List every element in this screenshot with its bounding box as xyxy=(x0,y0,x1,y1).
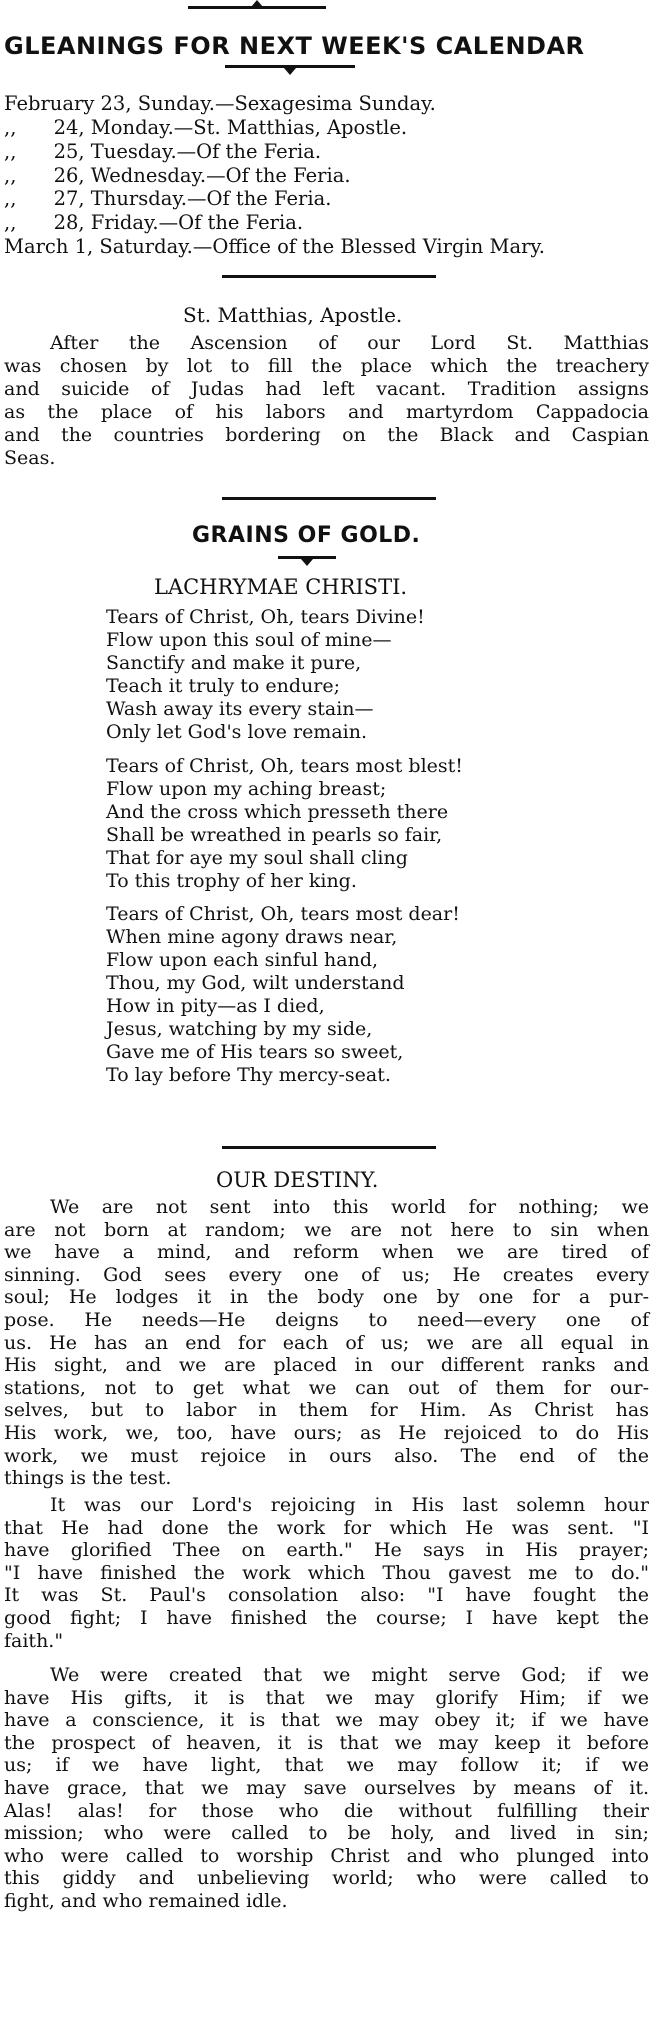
destiny-line: selves, but to labor in them for Him. As Christ has xyxy=(4,1399,649,1422)
poem-line: Flow upon my aching breast; xyxy=(106,778,387,800)
gleanings-rule-ornament xyxy=(284,68,296,75)
matthias-line: was chosen by lot to fill the place which the treachery xyxy=(4,355,649,377)
matthias-title: St. Matthias, Apostle. xyxy=(183,303,403,327)
matthias-line: and suicide of Judas had left vacant. Tradition assigns xyxy=(4,378,649,400)
destiny-line: We are not sent into this world for nothing; we xyxy=(50,1196,649,1218)
poem-line: When mine agony draws near, xyxy=(106,926,398,948)
gleanings-heading: GLEANINGS FOR NEXT WEEK'S CALENDAR xyxy=(4,32,585,60)
poem-line: How in pity—as I died, xyxy=(106,995,325,1017)
grains-heading: GRAINS OF GOLD. xyxy=(192,523,421,548)
calendar-entry: February 23, Sunday.—Sexagesima Sunday. xyxy=(4,92,436,115)
destiny-line: faith." xyxy=(4,1629,64,1652)
destiny-line: stations, not to get what we can out of them for our- xyxy=(4,1376,649,1399)
destiny-line: are not born at random; we are not here to sin when xyxy=(4,1218,649,1241)
destiny-line: His work, we, too, have ours; as He rejoiced to do His xyxy=(4,1422,649,1444)
destiny-line: we have a mind, and reform when we are tired of xyxy=(4,1241,649,1264)
divider-rule-3 xyxy=(222,1146,436,1149)
poem-line: To lay before Thy mercy-seat. xyxy=(106,1064,391,1086)
destiny-line: It was St. Paul's consolation also: "I have fought the xyxy=(4,1584,649,1607)
poem-line: Sanctify and make it pure, xyxy=(106,652,362,674)
destiny-line: fight, and who remained idle. xyxy=(4,1890,288,1912)
grains-rule-ornament xyxy=(301,559,313,566)
destiny-line: His sight, and we are placed in our different ranks and xyxy=(4,1354,649,1377)
destiny-line: work, we must rejoice in ours also. The end of the xyxy=(4,1444,649,1467)
destiny-line: have glorified Thee on earth." He says in His prayer; xyxy=(4,1539,649,1562)
destiny-line: the prospect of heaven, it is that we may keep it before xyxy=(4,1731,649,1754)
destiny-line: Alas! alas! for those who die without fulfilling their xyxy=(4,1799,649,1822)
destiny-line: sinning. God sees every one of us; He creates every xyxy=(4,1263,649,1286)
destiny-line: good fight; I have finished the course; I have kept the xyxy=(4,1607,649,1629)
destiny-line: that He had done the work for which He was sent. "I xyxy=(4,1516,649,1539)
poem-line: And the cross which presseth there xyxy=(106,801,449,823)
destiny-line: us. He has an end for each of us; we are all equal in xyxy=(4,1331,649,1354)
destiny-title: OUR DESTINY. xyxy=(216,1168,379,1192)
calendar-entry: March 1, Saturday.—Office of the Blessed Virgin Mary. xyxy=(4,235,546,258)
poem-line: Flow upon this soul of mine— xyxy=(106,629,392,651)
poem-line: That for aye my soul shall cling xyxy=(106,847,408,869)
matthias-line: Seas. xyxy=(4,447,56,469)
calendar-entry: ,, 28, Friday.—Of the Feria. xyxy=(4,211,304,234)
poem-line: Thou, my God, wilt understand xyxy=(106,972,405,994)
poem-line: Jesus, watching by my side, xyxy=(106,1018,373,1040)
destiny-line: things is the test. xyxy=(4,1467,172,1490)
poem-line: Shall be wreathed in pearls so fair, xyxy=(106,824,443,846)
top-rule-ornament xyxy=(251,0,263,7)
poem-line: Gave me of His tears so sweet, xyxy=(106,1041,404,1063)
destiny-line: have a conscience, it is that we may obey it; if we have xyxy=(4,1709,649,1732)
destiny-line: who were called to worship Christ and who plunged into xyxy=(4,1844,649,1867)
destiny-line: "I have finished the work which Thou gavest me to do." xyxy=(4,1561,649,1584)
poem-line: To this trophy of her king. xyxy=(106,870,357,892)
destiny-line: have His gifts, it is that we may glorify Him; if we xyxy=(4,1686,649,1709)
poem-line: Flow upon each sinful hand, xyxy=(106,949,379,971)
matthias-line: as the place of his labors and martyrdom Cappadocia xyxy=(4,401,649,423)
destiny-line: this giddy and unbelieving world; who were called to xyxy=(4,1867,649,1890)
destiny-line: pose. He needs—He deigns to need—every one of xyxy=(4,1309,649,1331)
calendar-entry: ,, 24, Monday.—St. Matthias, Apostle. xyxy=(4,116,408,139)
destiny-line: We were created that we might serve God; if we xyxy=(50,1664,649,1686)
destiny-line: It was our Lord's rejoicing in His last solemn hour xyxy=(50,1494,649,1516)
destiny-line: have grace, that we may save ourselves by means of it. xyxy=(4,1777,649,1799)
poem-line: Tears of Christ, Oh, tears most dear! xyxy=(106,903,460,925)
calendar-entry: ,, 27, Thursday.—Of the Feria. xyxy=(4,187,332,210)
divider-rule xyxy=(222,275,436,278)
poem-line: Tears of Christ, Oh, tears most blest! xyxy=(106,755,463,777)
divider-rule-2 xyxy=(222,497,436,500)
poem-line: Only let God's love remain. xyxy=(106,721,368,743)
calendar-entry: ,, 25, Tuesday.—Of the Feria. xyxy=(4,140,322,163)
matthias-line: After the Ascension of our Lord St. Matthias xyxy=(50,332,649,354)
calendar-entry: ,, 26, Wednesday.—Of the Feria. xyxy=(4,164,351,187)
poem-line: Tears of Christ, Oh, tears Divine! xyxy=(106,606,425,628)
poem-title: LACHRYMAE CHRISTI. xyxy=(154,575,408,599)
destiny-line: us; if we have light, that we may follow it; if we xyxy=(4,1754,649,1777)
poem-line: Teach it truly to endure; xyxy=(106,675,340,697)
poem-line: Wash away its every stain— xyxy=(106,698,374,720)
matthias-line: and the countries bordering on the Black and Caspian xyxy=(4,424,649,446)
destiny-line: soul; He lodges it in the body one by one for a pur- xyxy=(4,1286,649,1309)
destiny-line: mission; who were called to be holy, and lived in sin; xyxy=(4,1822,649,1845)
